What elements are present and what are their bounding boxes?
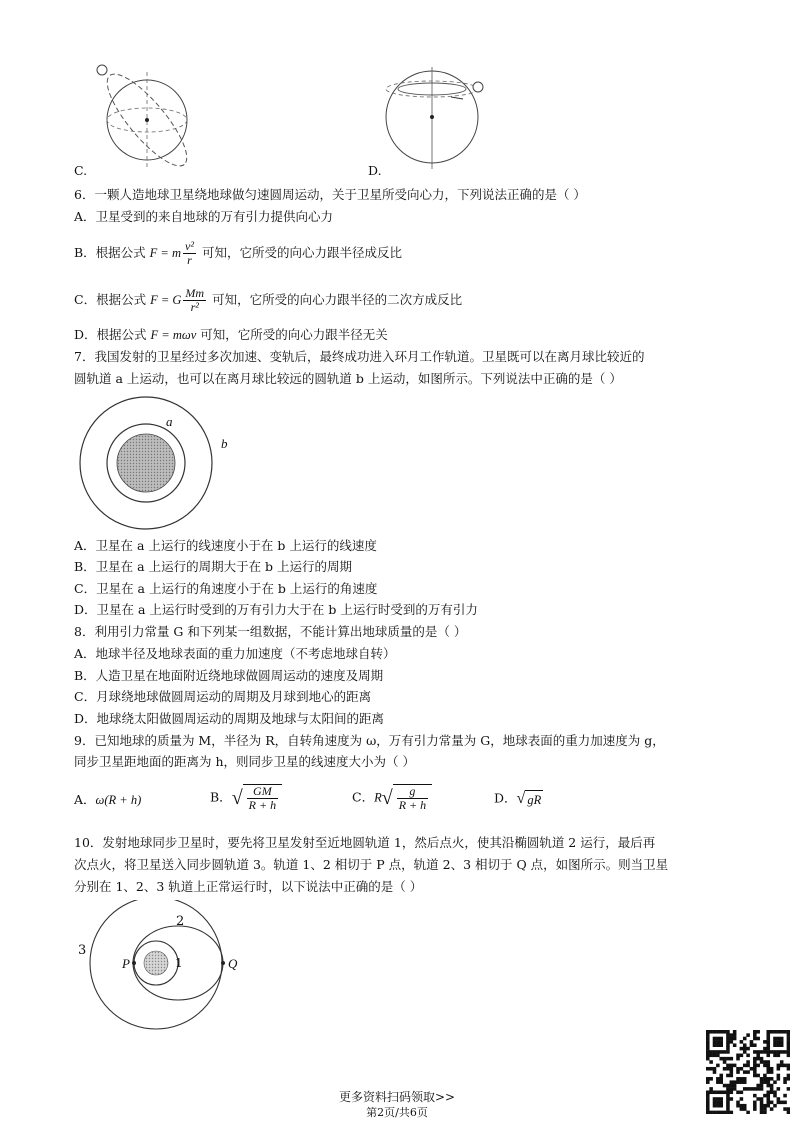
q6-b-suffix: 可知，它所受的向心力跟半径成反比 — [201, 245, 402, 260]
q6-b-fraction: $\frac{\text{v²}}{r}$ — [185, 239, 194, 267]
q9-option-a: A．ω(R + h) — [74, 792, 142, 807]
q6-option-b — [74, 240, 402, 267]
q7-option-b: B．卫星在 a 上运行的周期大于在 b 上运行的周期 — [74, 559, 353, 574]
q10-stem-line1: 10．发射地球同步卫星时，要先将卫星发射至近地圆轨道 1，然后点火，使其沿椭圆轨道 2 运行，最后再 — [74, 835, 656, 850]
q6-option-d — [74, 326, 388, 344]
footer-page-number: 第2页/共6页 — [366, 1106, 428, 1119]
q10-stem-line2: 次点火，将卫星送入同步圆轨道 3。轨道 1、2 相切于 P 点，轨道 2、3 相切于 Q 点，如图所示。则当卫星 — [74, 857, 669, 872]
q9-b-sqrt: √ $\frac{GM}{R + h}$ — [232, 784, 282, 812]
q6-c-suffix: 可知，它所受的向心力跟半径的二次方成反比 — [212, 292, 463, 307]
q7-stem-line2: 圆轨道 a 上运动，也可以在离月球比较远的圆轨道 b 上运动，如图所示。下列说法中正确的是（ ） — [74, 371, 622, 386]
q6-option-a: A．卫星受到的来自地球的万有引力提供向心力 — [74, 209, 334, 224]
q10-label-p: P — [122, 956, 130, 971]
option-d-label: D. — [368, 163, 382, 178]
footer-more-resources[interactable]: 更多资料扫码领取>> — [338, 1090, 456, 1104]
q9-d-sqrt: √ gR — [516, 790, 542, 808]
q9-stem-line1: 9．已知地球的质量为 M，半径为 R，自转角速度为 ω，万有引力常量为 G，地球表面的重力加速度为 g， — [74, 733, 665, 748]
q6-option-c — [74, 287, 462, 314]
q8-stem: 8．利用引力常量 G 和下列某一组数据，不能计算出地球质量的是（ ） — [74, 624, 467, 639]
q8-option-d: D．地球绕太阳做圆周运动的周期及地球与太阳间的距离 — [74, 711, 385, 726]
q8-option-c: C．月球绕地球做圆周运动的周期及月球到地心的距离 — [74, 689, 372, 704]
figure-q7-orbits — [78, 393, 248, 531]
q6-c-formula: F = G — [150, 293, 182, 307]
q7-option-c: C．卫星在 a 上运行的角速度小于在 b 上运行的角速度 — [74, 581, 378, 596]
q6-c-prefix: C．根据公式 — [74, 292, 147, 307]
q10-stem-line3: 分别在 1、2、3 轨道上正常运行时，以下说法中正确的是（ ） — [74, 879, 423, 894]
q6-d-prefix: D．根据公式 — [74, 327, 147, 342]
q9-c-sqrt: √ $\frac{g}{R + h}$ — [382, 784, 432, 812]
option-c-label: C. — [74, 163, 88, 178]
q6-b-formula: F = m — [149, 246, 182, 260]
figure-option-d — [375, 65, 495, 175]
q6-c-fraction: $\frac{Mm}{\text{r²}}$ — [185, 286, 205, 314]
q7-option-a: A．卫星在 a 上运行的线速度小于在 b 上运行的线速度 — [74, 538, 377, 553]
q6-stem: 6．一颗人造地球卫星绕地球做匀速圆周运动，关于卫星所受向心力，下列说法正确的是（ ） — [74, 187, 586, 202]
q7-label-b: b — [221, 436, 228, 451]
q10-label-3: 3 — [78, 943, 87, 958]
q7-stem-line1: 7．我国发射的卫星经过多次加速、变轨后，最终成功进入环月工作轨道。卫星既可以在离月球比较近的 — [74, 349, 645, 364]
q10-label-2: 2 — [176, 914, 185, 929]
q6-d-formula: F = mωv — [150, 328, 197, 342]
figure-option-c — [90, 62, 220, 172]
q10-label-q: Q — [228, 956, 238, 971]
q8-option-b: B．人造卫星在地面附近绕地球做圆周运动的速度及周期 — [74, 668, 384, 683]
q9-option-b: B．√ $\frac{GM}{R + h}$ — [210, 784, 282, 812]
q7-label-a: a — [166, 414, 173, 429]
q9-stem-line2: 同步卫星距地面的距离为 h，则同步卫星的线速度大小为（ ） — [74, 754, 415, 769]
q9-a-expr: ω(R + h) — [95, 793, 142, 807]
q9-option-d: D．√ gR — [494, 790, 542, 808]
q6-d-suffix: 可知，它所受的向心力跟半径无关 — [200, 327, 388, 342]
q6-b-prefix: B．根据公式 — [74, 245, 146, 260]
q9-option-c: C．R√ $\frac{g}{R + h}$ — [352, 784, 432, 812]
q7-option-d: D．卫星在 a 上运行时受到的万有引力大于在 b 上运行时受到的万有引力 — [74, 602, 478, 617]
q8-option-a: A．地球半径及地球表面的重力加速度（不考虑地球自转） — [74, 646, 396, 661]
q10-label-1: 1 — [175, 956, 183, 970]
